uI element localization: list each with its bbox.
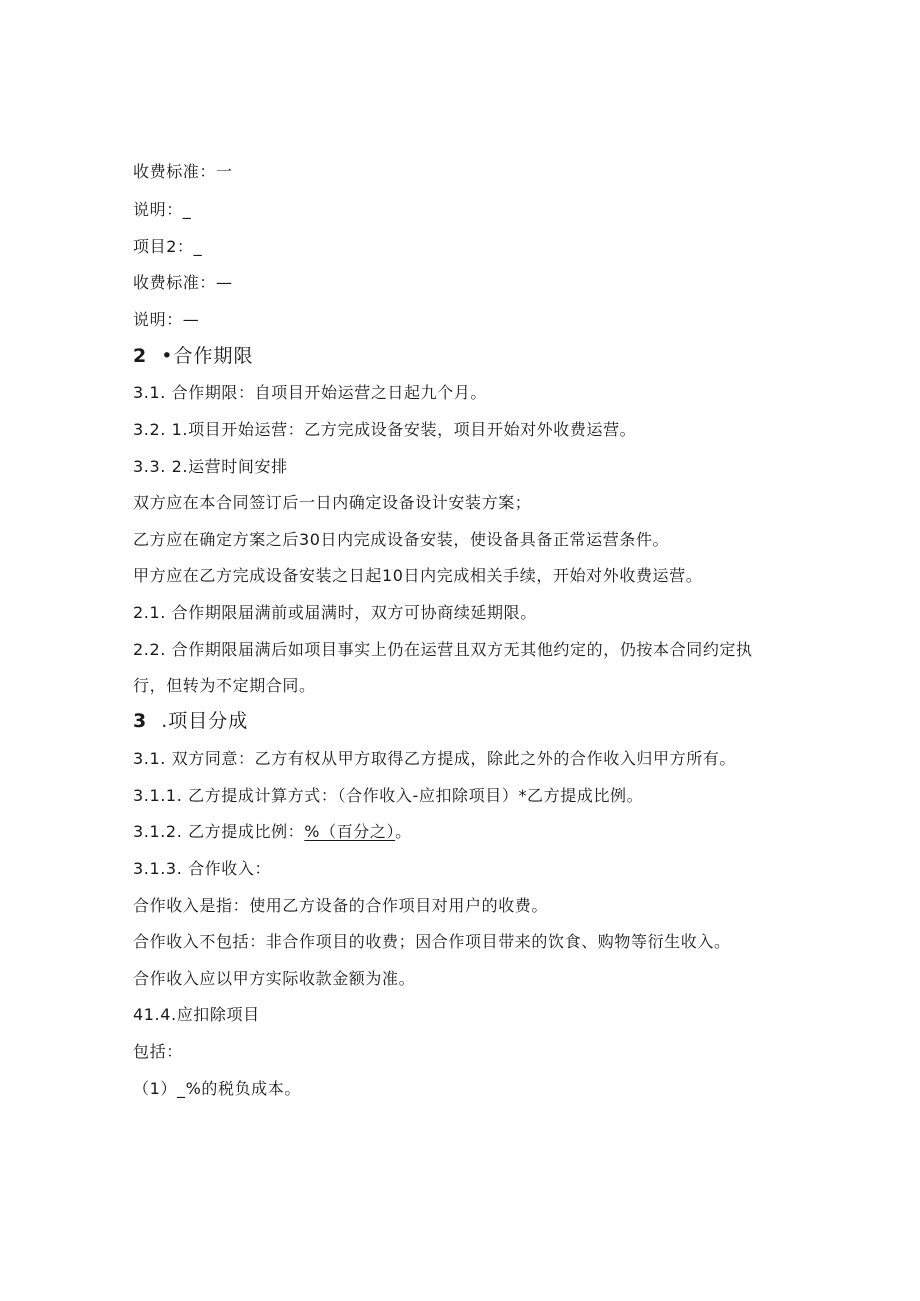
clause-3-1-3: 3.1.3. 合作收入： xyxy=(133,859,272,878)
note-line-2: 说明：— xyxy=(133,310,200,329)
clause-3-1-term: 3.1. 合作期限：自项目开始运营之日起九个月。 xyxy=(133,383,488,402)
section-heading-cooperation-term xyxy=(133,344,253,368)
clause-3-1-agreement: 3.1. 双方同意：乙方有权从甲方取得乙方提成，除此之外的合作收入归甲方所有。 xyxy=(133,749,737,768)
percentage-blank: %（百分之） xyxy=(304,822,396,841)
list-item: （1）_%的税负成本。 xyxy=(133,1079,301,1098)
paragraph-line: 甲方应在乙方完成设备安装之日起10日内完成相关手续，开始对外收费运营。 xyxy=(133,566,703,585)
clause-2-2: 2.2. 合作期限届满后如项目事实上仍在运营且双方无其他约定的，仍按本合同约定执 xyxy=(133,640,753,659)
section-number: 3 xyxy=(133,710,148,732)
project-2-line: 项目2：_ xyxy=(133,237,203,256)
clause-3-2-start: 3.2. 1.项目开始运营：乙方完成设备安装，项目开始对外收费运营。 xyxy=(133,420,637,439)
clause-deductions: 41.4.应扣除项目 xyxy=(133,1005,260,1024)
paragraph-line: 双方应在本合同签订后一日内确定设备设计安装方案； xyxy=(133,493,532,512)
paragraph-line: 乙方应在确定方案之后30日内完成设备安装，使设备具备正常运营条件。 xyxy=(133,530,670,549)
fee-standard-line-1: 收费标准：一 xyxy=(133,162,233,181)
fee-standard-line-2: 收费标准：— xyxy=(133,273,233,292)
section-number: 2 xyxy=(133,345,148,367)
section-title: .项目分成 xyxy=(161,710,249,732)
paragraph-line: 合作收入不包括：非合作项目的收费；因合作项目带来的饮食、购物等衍生收入。 xyxy=(133,932,731,951)
clause-3-3-schedule: 3.3. 2.运营时间安排 xyxy=(133,457,288,476)
paragraph-line: 合作收入是指：使用乙方设备的合作项目对用户的收费。 xyxy=(133,896,549,915)
clause-3-1-1: 3.1.1. 乙方提成计算方式：（合作收入-应扣除项目）*乙方提成比例。 xyxy=(133,786,644,805)
clause-end: 。 xyxy=(395,822,412,841)
section-title: •合作期限 xyxy=(161,345,254,367)
clause-2-1: 2.1. 合作期限届满前或届满时，双方可协商续延期限。 xyxy=(133,603,537,622)
paragraph-line: 包括： xyxy=(133,1042,183,1061)
paragraph-line: 合作收入应以甲方实际收款金额为准。 xyxy=(133,969,416,988)
clause-2-2-continued: 行，但转为不定期合同。 xyxy=(133,676,316,695)
note-line-1: 说明：_ xyxy=(133,200,192,219)
clause-3-1-2 xyxy=(133,822,412,842)
clause-label: 3.1.2. 乙方提成比例： xyxy=(133,822,305,841)
section-heading-revenue-share xyxy=(133,709,248,733)
